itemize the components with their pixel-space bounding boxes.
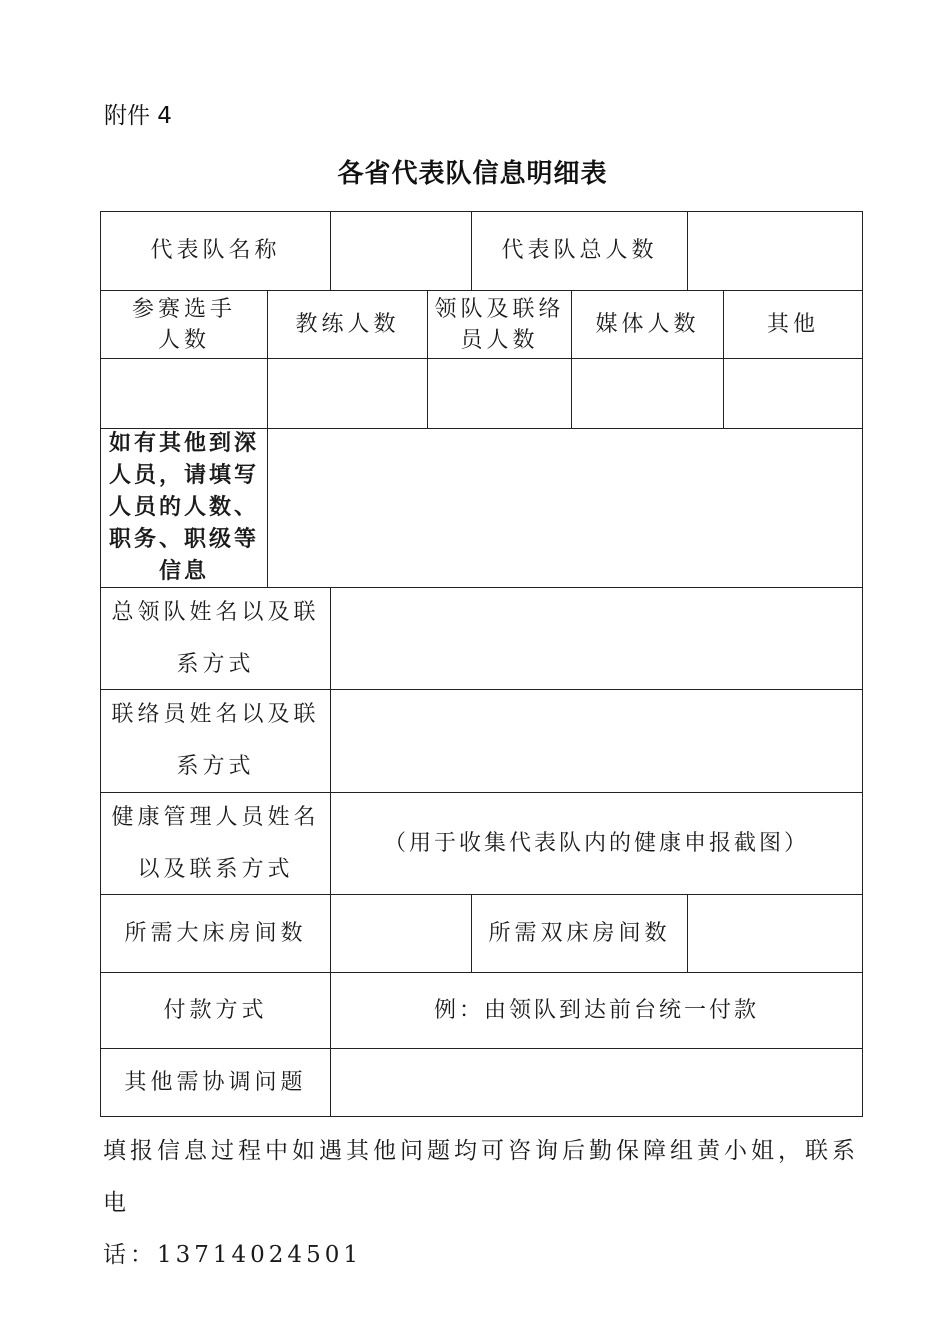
players-count-label [101,291,267,358]
chief-leader-field[interactable] [331,588,862,689]
media-count-label: 媒体人数 [595,311,700,337]
leaders-label-line-1: 领队及联络 [434,296,565,322]
other-issues-field[interactable] [331,1049,862,1116]
liaison-label-line-1: 联络员姓名以及联 [111,702,320,727]
table-border-right [862,211,863,1117]
other-personnel-line: 职务、职级等 [108,527,259,552]
leaders-count-field[interactable] [428,359,571,428]
payment-method-field[interactable]: 例：由领队到达前台统一付款 [433,997,759,1023]
team-total-field[interactable] [688,212,862,290]
other-issues-label: 其他需协调问题 [124,1069,307,1095]
leaders-count-label [428,291,571,358]
other-personnel-field[interactable] [268,429,862,587]
attachment-label: 附件 4 [104,103,172,129]
other-personnel-label [101,429,267,587]
other-count-label: 其他 [766,311,819,337]
table-border-bottom [100,1116,863,1117]
other-personnel-line: 信息 [158,559,209,584]
other-personnel-line: 如有其他到深 [108,431,259,456]
big-bed-rooms-field[interactable] [331,895,471,972]
contact-note-line-2: 话：13714024501 [103,1242,362,1268]
chief-leader-label [101,588,330,689]
health-manager-field[interactable]: （用于收集代表队内的健康申报截图） [383,830,809,856]
leaders-label-line-2: 员人数 [460,327,539,353]
players-label-line-1: 参赛选手 [131,296,236,322]
other-personnel-line: 人员，请填写 [108,463,259,488]
team-name-label: 代表队名称 [150,238,281,263]
liaison-field[interactable] [331,690,862,792]
twin-bed-rooms-label: 所需双床房间数 [488,920,671,946]
team-total-label: 代表队总人数 [501,238,658,263]
media-count-field[interactable] [572,359,723,428]
players-count-field[interactable] [101,359,267,428]
other-count-field[interactable] [724,359,862,428]
contact-note [103,1125,863,1281]
liaison-label-line-2: 系方式 [176,754,255,779]
chief-leader-label-line-1: 总领队姓名以及联 [111,599,320,625]
chief-leader-label-line-2: 系方式 [176,651,255,677]
coaches-count-field[interactable] [268,359,427,428]
health-label-line-2: 以及联系方式 [137,856,294,882]
other-personnel-line: 人员的人数、 [108,495,259,520]
coaches-count-label: 教练人数 [295,311,400,337]
payment-method-label: 付款方式 [163,997,268,1023]
twin-bed-rooms-field[interactable] [688,895,862,972]
big-bed-rooms-label: 所需大床房间数 [124,920,307,946]
document-title: 各省代表队信息明细表 [337,159,608,189]
health-manager-label [101,793,330,894]
contact-note-line-1: 填报信息过程中如遇其他问题均可咨询后勤保障组黄小姐，联系电 [103,1138,859,1216]
health-label-line-1: 健康管理人员姓名 [111,804,320,830]
team-name-field[interactable] [331,212,471,290]
liaison-label [101,690,330,792]
players-label-line-2: 人数 [157,327,210,353]
